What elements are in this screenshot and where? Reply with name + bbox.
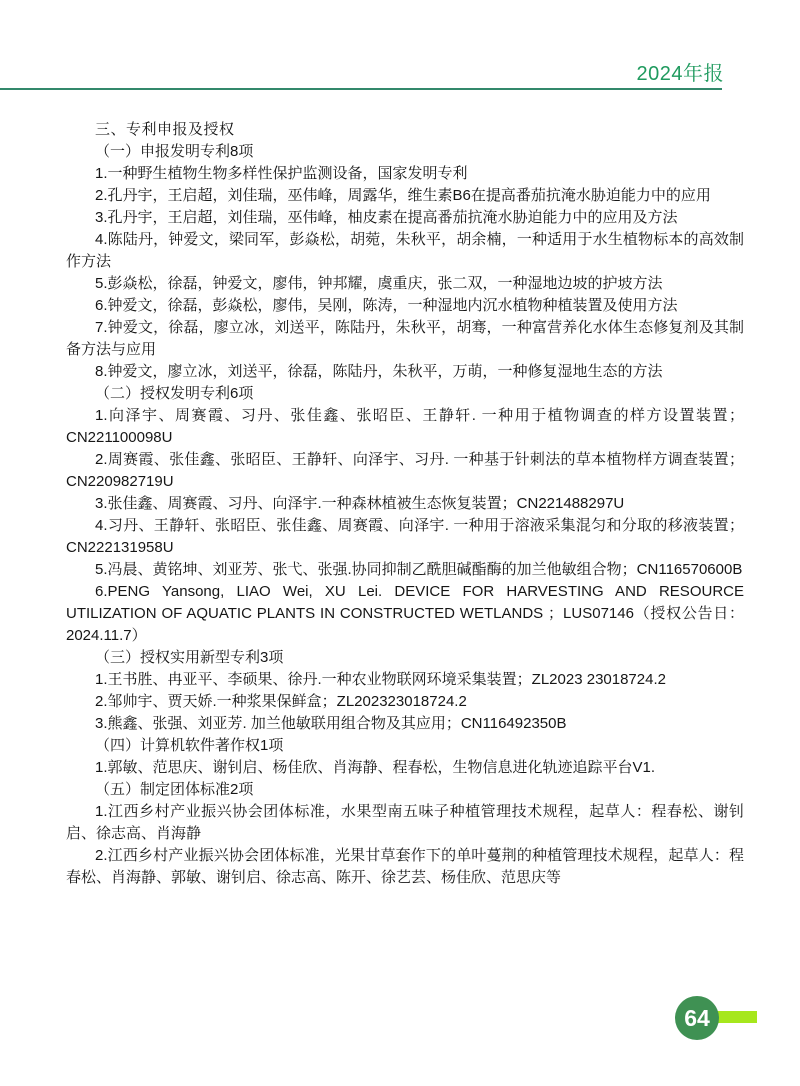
patent-item: 1.江西乡村产业振兴协会团体标准，水果型南五味子种植管理技术规程，起草人：程春松、谢钊启、徐志高、肖海静 [66, 803, 744, 842]
patent-item: 4.陈陆丹，钟爱文，梁同军，彭焱松，胡菀，朱秋平，胡余楠，一种适用于水生植物标本的高效制作方法 [66, 231, 744, 270]
page-number: 64 [684, 1004, 710, 1031]
patent-item: 6.PENG Yansong, LIAO Wei, XU Lei. DEVICE FOR HARVESTING AND RESOURCE UTILIZATION OF AQUATIC PLANTS IN CONSTRUCTED WETLANDS ；LUS07146（授权公告日：2024.11.7） [66, 583, 744, 644]
patent-item: 7.钟爱文，徐磊，廖立冰，刘送平，陈陆丹，朱秋平，胡骞，一种富营养化水体生态修复剂及其制备方法与应用 [66, 319, 744, 358]
patent-item: 2.孔丹宇，王启超，刘佳瑞，巫伟峰，周露华，维生素B6在提高番茄抗淹水胁迫能力中的应用 [95, 187, 711, 204]
section-heading: （一）申报发明专利8项 [95, 143, 254, 160]
patent-item: 3.孔丹宇，王启超，刘佳瑞，巫伟峰，柚皮素在提高番茄抗淹水胁迫能力中的应用及方法 [95, 209, 678, 226]
section-heading: （三）授权实用新型专利3项 [95, 649, 284, 666]
patent-item: 8.钟爱文，廖立冰，刘送平，徐磊，陈陆丹，朱秋平，万萌，一种修复湿地生态的方法 [95, 363, 663, 380]
patent-item: 3.张佳鑫、周赛霞、习丹、向泽宇.一种森林植被生态恢复装置；CN221488297U [95, 495, 625, 512]
patent-item: 5.彭焱松，徐磊，钟爱文，廖伟，钟邦耀，虞重庆，张二双，一种湿地边坡的护坡方法 [95, 275, 663, 292]
document-sections [66, 141, 744, 889]
document-body [66, 119, 744, 889]
patent-item: 2.邹帅宇、贾天娇.一种浆果保鲜盒；ZL202323018724.2 [95, 693, 467, 710]
patent-item: 6.钟爱文，徐磊，彭焱松，廖伟，吴刚，陈涛，一种湿地内沉水植物种植装置及使用方法 [95, 297, 678, 314]
header-rule [0, 88, 722, 90]
header-year-label: 2024年报 [636, 63, 724, 85]
section-heading: （五）制定团体标准2项 [95, 781, 254, 798]
patent-item: 2.周赛霞、张佳鑫、张昭臣、王静轩、向泽宇、习丹. 一种基于针刺法的草本植物样方调查装置；CN220982719U [66, 451, 744, 490]
patent-item: 2.江西乡村产业振兴协会团体标准，光果甘草套作下的单叶蔓荆的种植管理技术规程，起草人：程春松、肖海静、郭敏、谢钊启、徐志高、陈开、徐艺芸、杨佳欣、范思庆等 [66, 847, 744, 886]
patent-item: 3.熊鑫、张强、刘亚芳. 加兰他敏联用组合物及其应用；CN116492350B [95, 715, 567, 732]
patent-item: 1.向泽宇、周赛霞、习丹、张佳鑫、张昭臣、王静轩. 一种用于植物调查的样方设置装置；CN221100098U [66, 407, 744, 446]
section-heading: （二）授权发明专利6项 [95, 385, 254, 402]
patent-item: 1.郭敏、范思庆、谢钊启、杨佳欣、肖海静、程春松，生物信息进化轨迹追踪平台V1. [95, 759, 656, 776]
document-title: 三、专利申报及授权 [95, 121, 235, 138]
page-number-badge [675, 996, 719, 1040]
patent-item: 1.一种野生植物生物多样性保护监测设备，国家发明专利 [95, 165, 468, 182]
section-heading: （四）计算机软件著作权1项 [95, 737, 284, 754]
patent-item: 5.冯晨、黄铭坤、刘亚芳、张弋、张强.协同抑制乙酰胆碱酯酶的加兰他敏组合物；CN116570600B [95, 561, 743, 578]
patent-item: 4.习丹、王静轩、张昭臣、张佳鑫、周赛霞、向泽宇. 一种用于溶液采集混匀和分取的移液装置；CN222131958U [66, 517, 744, 556]
patent-item: 1.王书胜、冉亚平、李硕果、徐丹.一种农业物联网环境采集装置；ZL2023 23018724.2 [95, 671, 666, 688]
